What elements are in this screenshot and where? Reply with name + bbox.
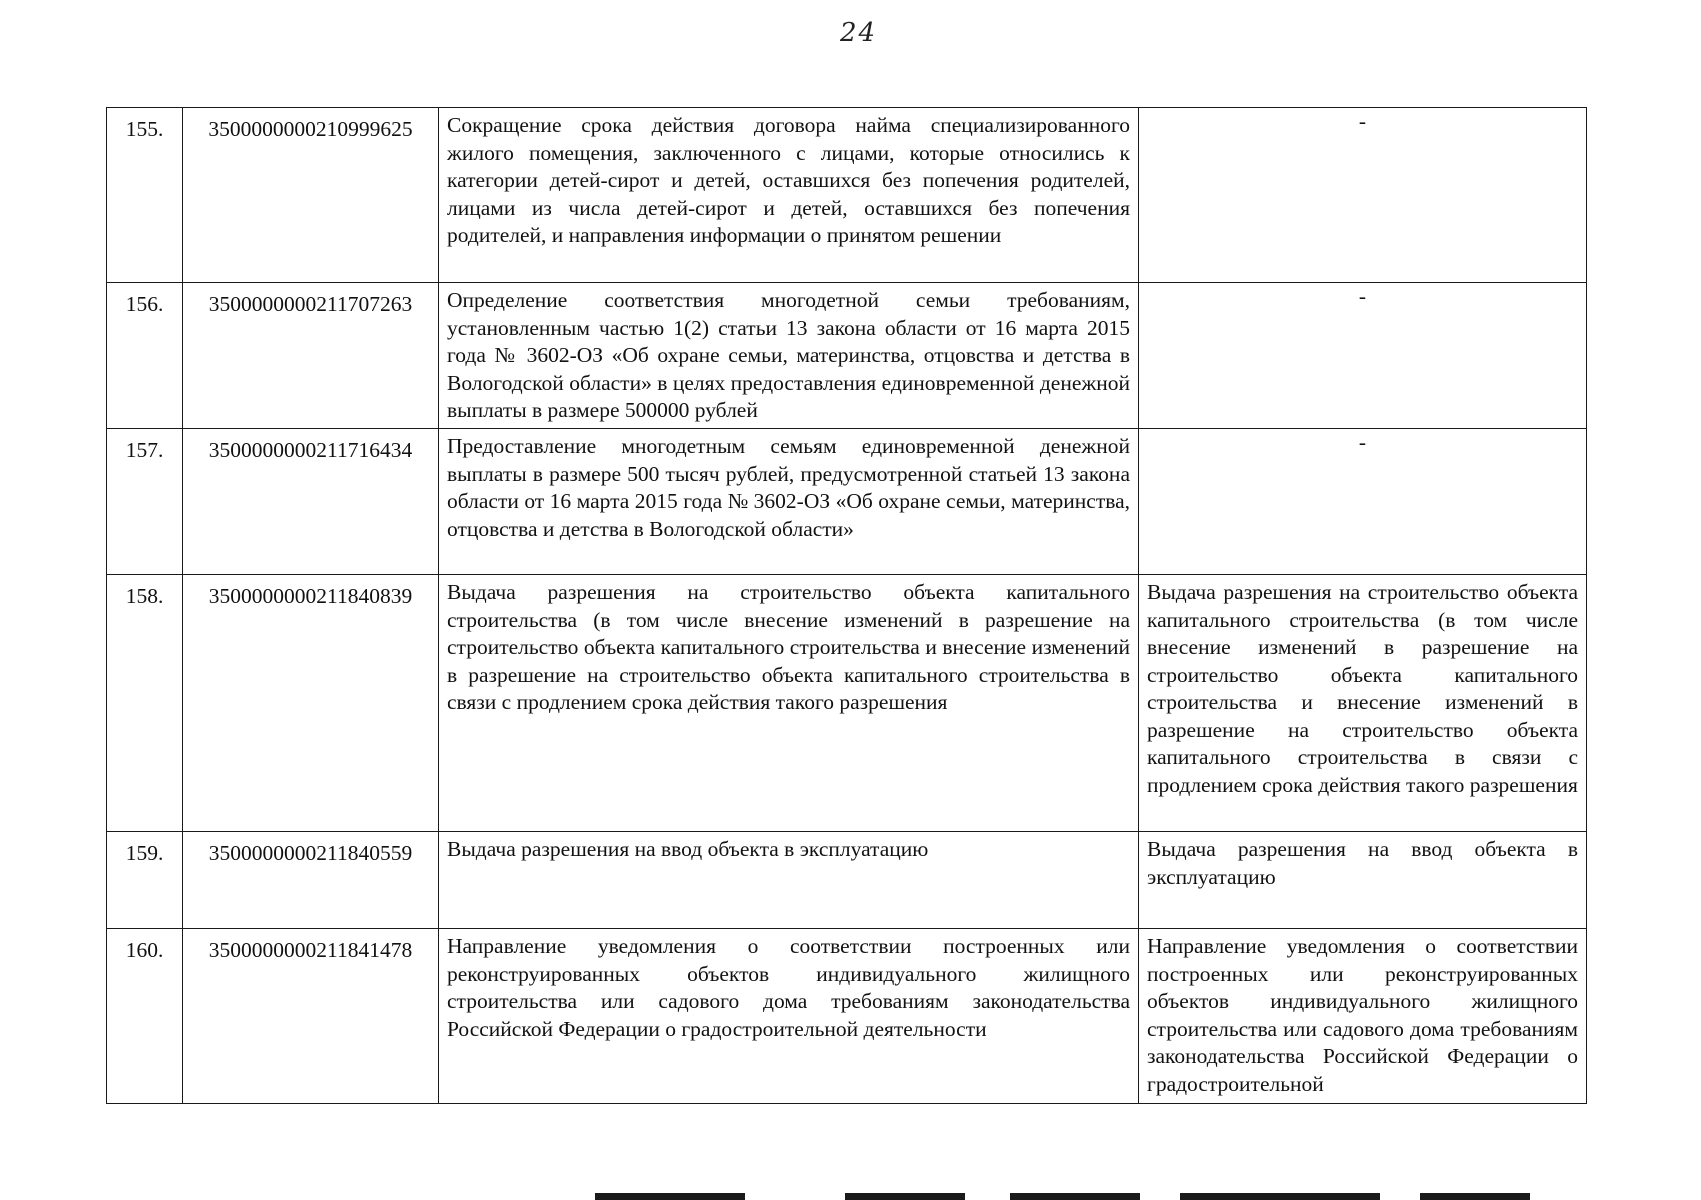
previous-service-name: Выдача разрешения на ввод объекта в эксплуатацию [1139,832,1587,929]
previous-service-name: Выдача разрешения на строительство объекта капитального строительства (в том числе внесение изменений в разрешение на строительство объекта капитального строительства и внесение изменений в разрешение на строительство объекта капитального строительства в связи с продлением срока действия такого разрешения [1139,575,1587,832]
row-number: 155. [107,108,183,283]
service-code: 3500000000210999625 [183,108,439,283]
service-name: Определение соответствия многодетной семьи требованиям, установленным частью 1(2) статьи 13 закона области от 16 марта 2015 года № 3602-ОЗ «Об охране семьи, материнства, отцовства и детства в Вологодской области» в целях предоставления единовременной денежной выплаты в размере 500000 рублей [439,283,1139,429]
table-row [107,283,1587,429]
service-code: 3500000000211707263 [183,283,439,429]
table-row [107,108,1587,283]
table-row [107,575,1587,832]
service-code: 3500000000211841478 [183,929,439,1104]
row-number: 158. [107,575,183,832]
table-row [107,429,1587,575]
previous-service-name: - [1139,108,1587,283]
service-name: Предоставление многодетным семьям единовременной денежной выплаты в размере 500 тысяч рублей, предусмотренной статьей 13 закона области от 16 марта 2015 года № 3602-ОЗ «Об охране семьи, материнства, отцовства и детства в Вологодской области» [439,429,1139,575]
service-code: 3500000000211716434 [183,429,439,575]
table-row [107,832,1587,929]
scan-artifact [1180,1193,1380,1200]
previous-service-name: - [1139,429,1587,575]
service-name: Выдача разрешения на ввод объекта в эксплуатацию [439,832,1139,929]
row-number: 157. [107,429,183,575]
previous-service-name: - [1139,283,1587,429]
row-number: 160. [107,929,183,1104]
service-name: Направление уведомления о соответствии построенных или реконструированных объектов индивидуального жилищного строительства или садового дома требованиям законодательства Российской Федерации о градостроительной деятельности [439,929,1139,1104]
table-row [107,929,1587,1104]
service-name: Сокращение срока действия договора найма специализированного жилого помещения, заключенного с лицами, которые относились к категории детей-сирот и детей, оставшихся без попечения родителей, лицами из числа детей-сирот и детей, оставшихся без попечения родителей, и направления информации о принятом решении [439,108,1139,283]
row-number: 159. [107,832,183,929]
services-table [106,107,1587,1104]
scan-artifact [845,1193,965,1200]
previous-service-name: Направление уведомления о соответствии построенных или реконструированных объектов индивидуального жилищного строительства или садового дома требованиям законодательства Российской Федерации о градостроительной [1139,929,1587,1104]
row-number: 156. [107,283,183,429]
scan-artifact [595,1193,745,1200]
service-code: 3500000000211840559 [183,832,439,929]
service-name: Выдача разрешения на строительство объекта капитального строительства (в том числе внесение изменений в разрешение на строительство объекта капитального строительства и внесение изменений в разрешение на строительство объекта капитального строительства в связи с продлением срока действия такого разрешения [439,575,1139,832]
page-number: 24 [840,18,878,48]
service-code: 3500000000211840839 [183,575,439,832]
scan-artifact [1420,1193,1530,1200]
scan-artifact [1010,1193,1140,1200]
